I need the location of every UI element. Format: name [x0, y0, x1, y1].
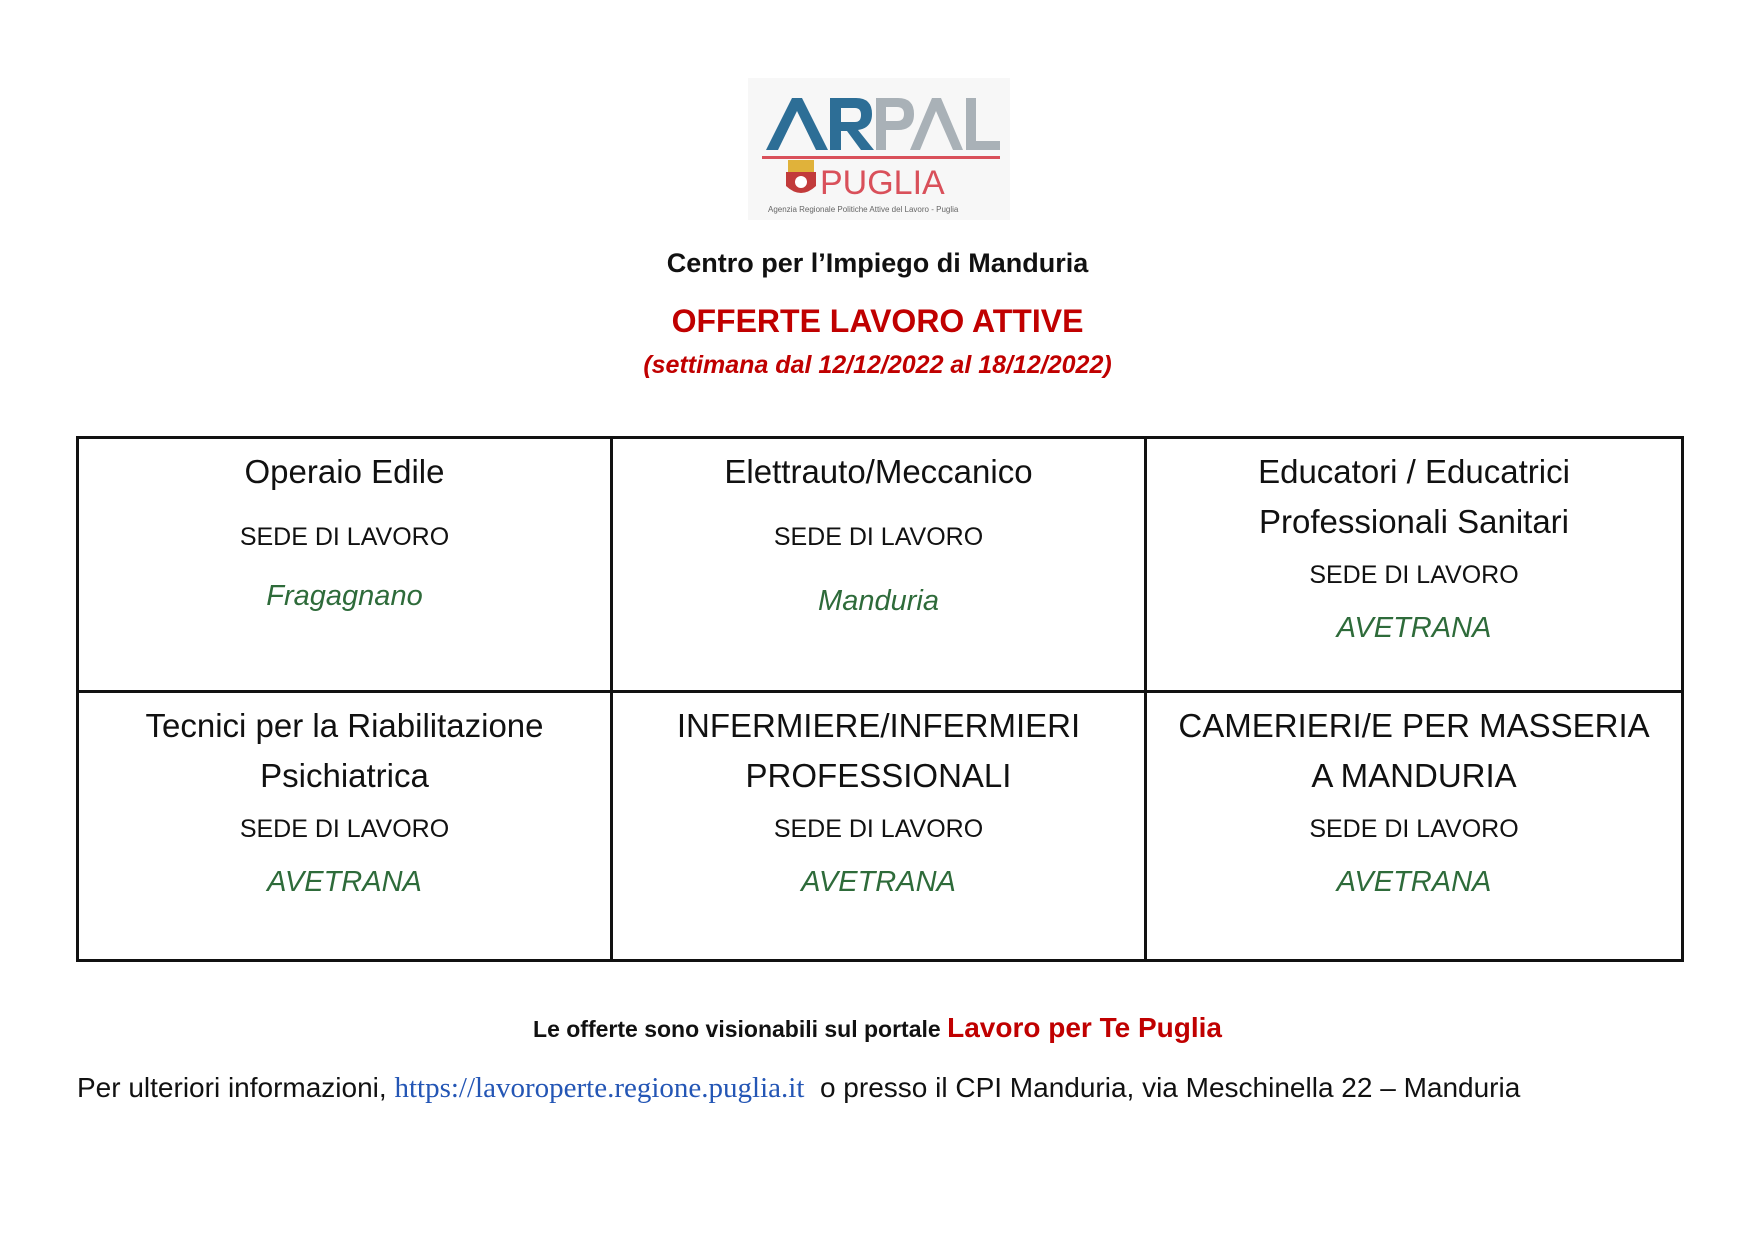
offer-job: CAMERIERI/E PER MASSERIA A MANDURIA: [1178, 707, 1650, 794]
offer-place: AVETRANA: [1336, 866, 1492, 898]
offer-cell: [613, 439, 1147, 693]
offer-place-label: SEDE DI LAVORO: [773, 815, 984, 843]
offer-cell: [79, 439, 613, 693]
logo-subtitle-text: Agenzia Regionale Politiche Attive del Lavoro - Puglia: [768, 205, 959, 214]
offer-job: INFERMIERE/INFERMIERI PROFESSIONALI: [676, 707, 1081, 794]
info-link[interactable]: https://lavoroperte.regione.puglia.it: [394, 1072, 805, 1104]
offer-place-label: SEDE DI LAVORO: [1309, 815, 1519, 843]
offer-cell: [1147, 693, 1681, 959]
offer-place-label: SEDE DI LAVORO: [773, 523, 984, 551]
portal-intro: Le offerte sono visionabili sul portale: [533, 1016, 941, 1042]
offer-job: Operaio Edile: [244, 453, 445, 490]
offer-place-label: SEDE DI LAVORO: [239, 523, 450, 551]
info-suffix: o presso il CPI Manduria, via Meschinella 22 – Manduria: [819, 1072, 1521, 1103]
offer-job: Tecnici per la Riabilitazione Psichiatrica: [145, 707, 544, 794]
offer-place-label: SEDE DI LAVORO: [1309, 561, 1519, 589]
offers-title: OFFERTE LAVORO ATTIVE: [671, 303, 1084, 339]
offer-job: Educatori / Educatrici Professionali Sanitari: [1258, 453, 1570, 540]
week-range: (settimana dal 12/12/2022 al 18/12/2022): [643, 351, 1112, 379]
offers-table: [76, 436, 1684, 962]
arpal-logo-graphic: [748, 78, 1010, 220]
offer-place: Manduria: [818, 585, 939, 617]
offer-cell: [79, 693, 613, 959]
offer-cell: [1147, 439, 1681, 693]
info-line: [77, 1072, 1520, 1105]
offer-place: AVETRANA: [801, 866, 956, 898]
logo-puglia-text: PUGLIA: [820, 164, 945, 202]
offer-cell: [613, 693, 1147, 959]
offer-place: AVETRANA: [267, 866, 422, 898]
offer-place: Fragagnano: [266, 580, 423, 612]
center-title: Centro per l’Impiego di Manduria: [666, 248, 1089, 278]
offer-job: Elettrauto/Meccanico: [724, 453, 1033, 490]
arpal-logo: [748, 78, 1010, 220]
info-prefix: Per ulteriori informazioni,: [77, 1072, 387, 1103]
portal-name: Lavoro per Te Puglia: [947, 1012, 1222, 1043]
offer-place: AVETRANA: [1336, 612, 1492, 644]
offer-place-label: SEDE DI LAVORO: [239, 815, 450, 843]
portal-note: [0, 1012, 1755, 1044]
